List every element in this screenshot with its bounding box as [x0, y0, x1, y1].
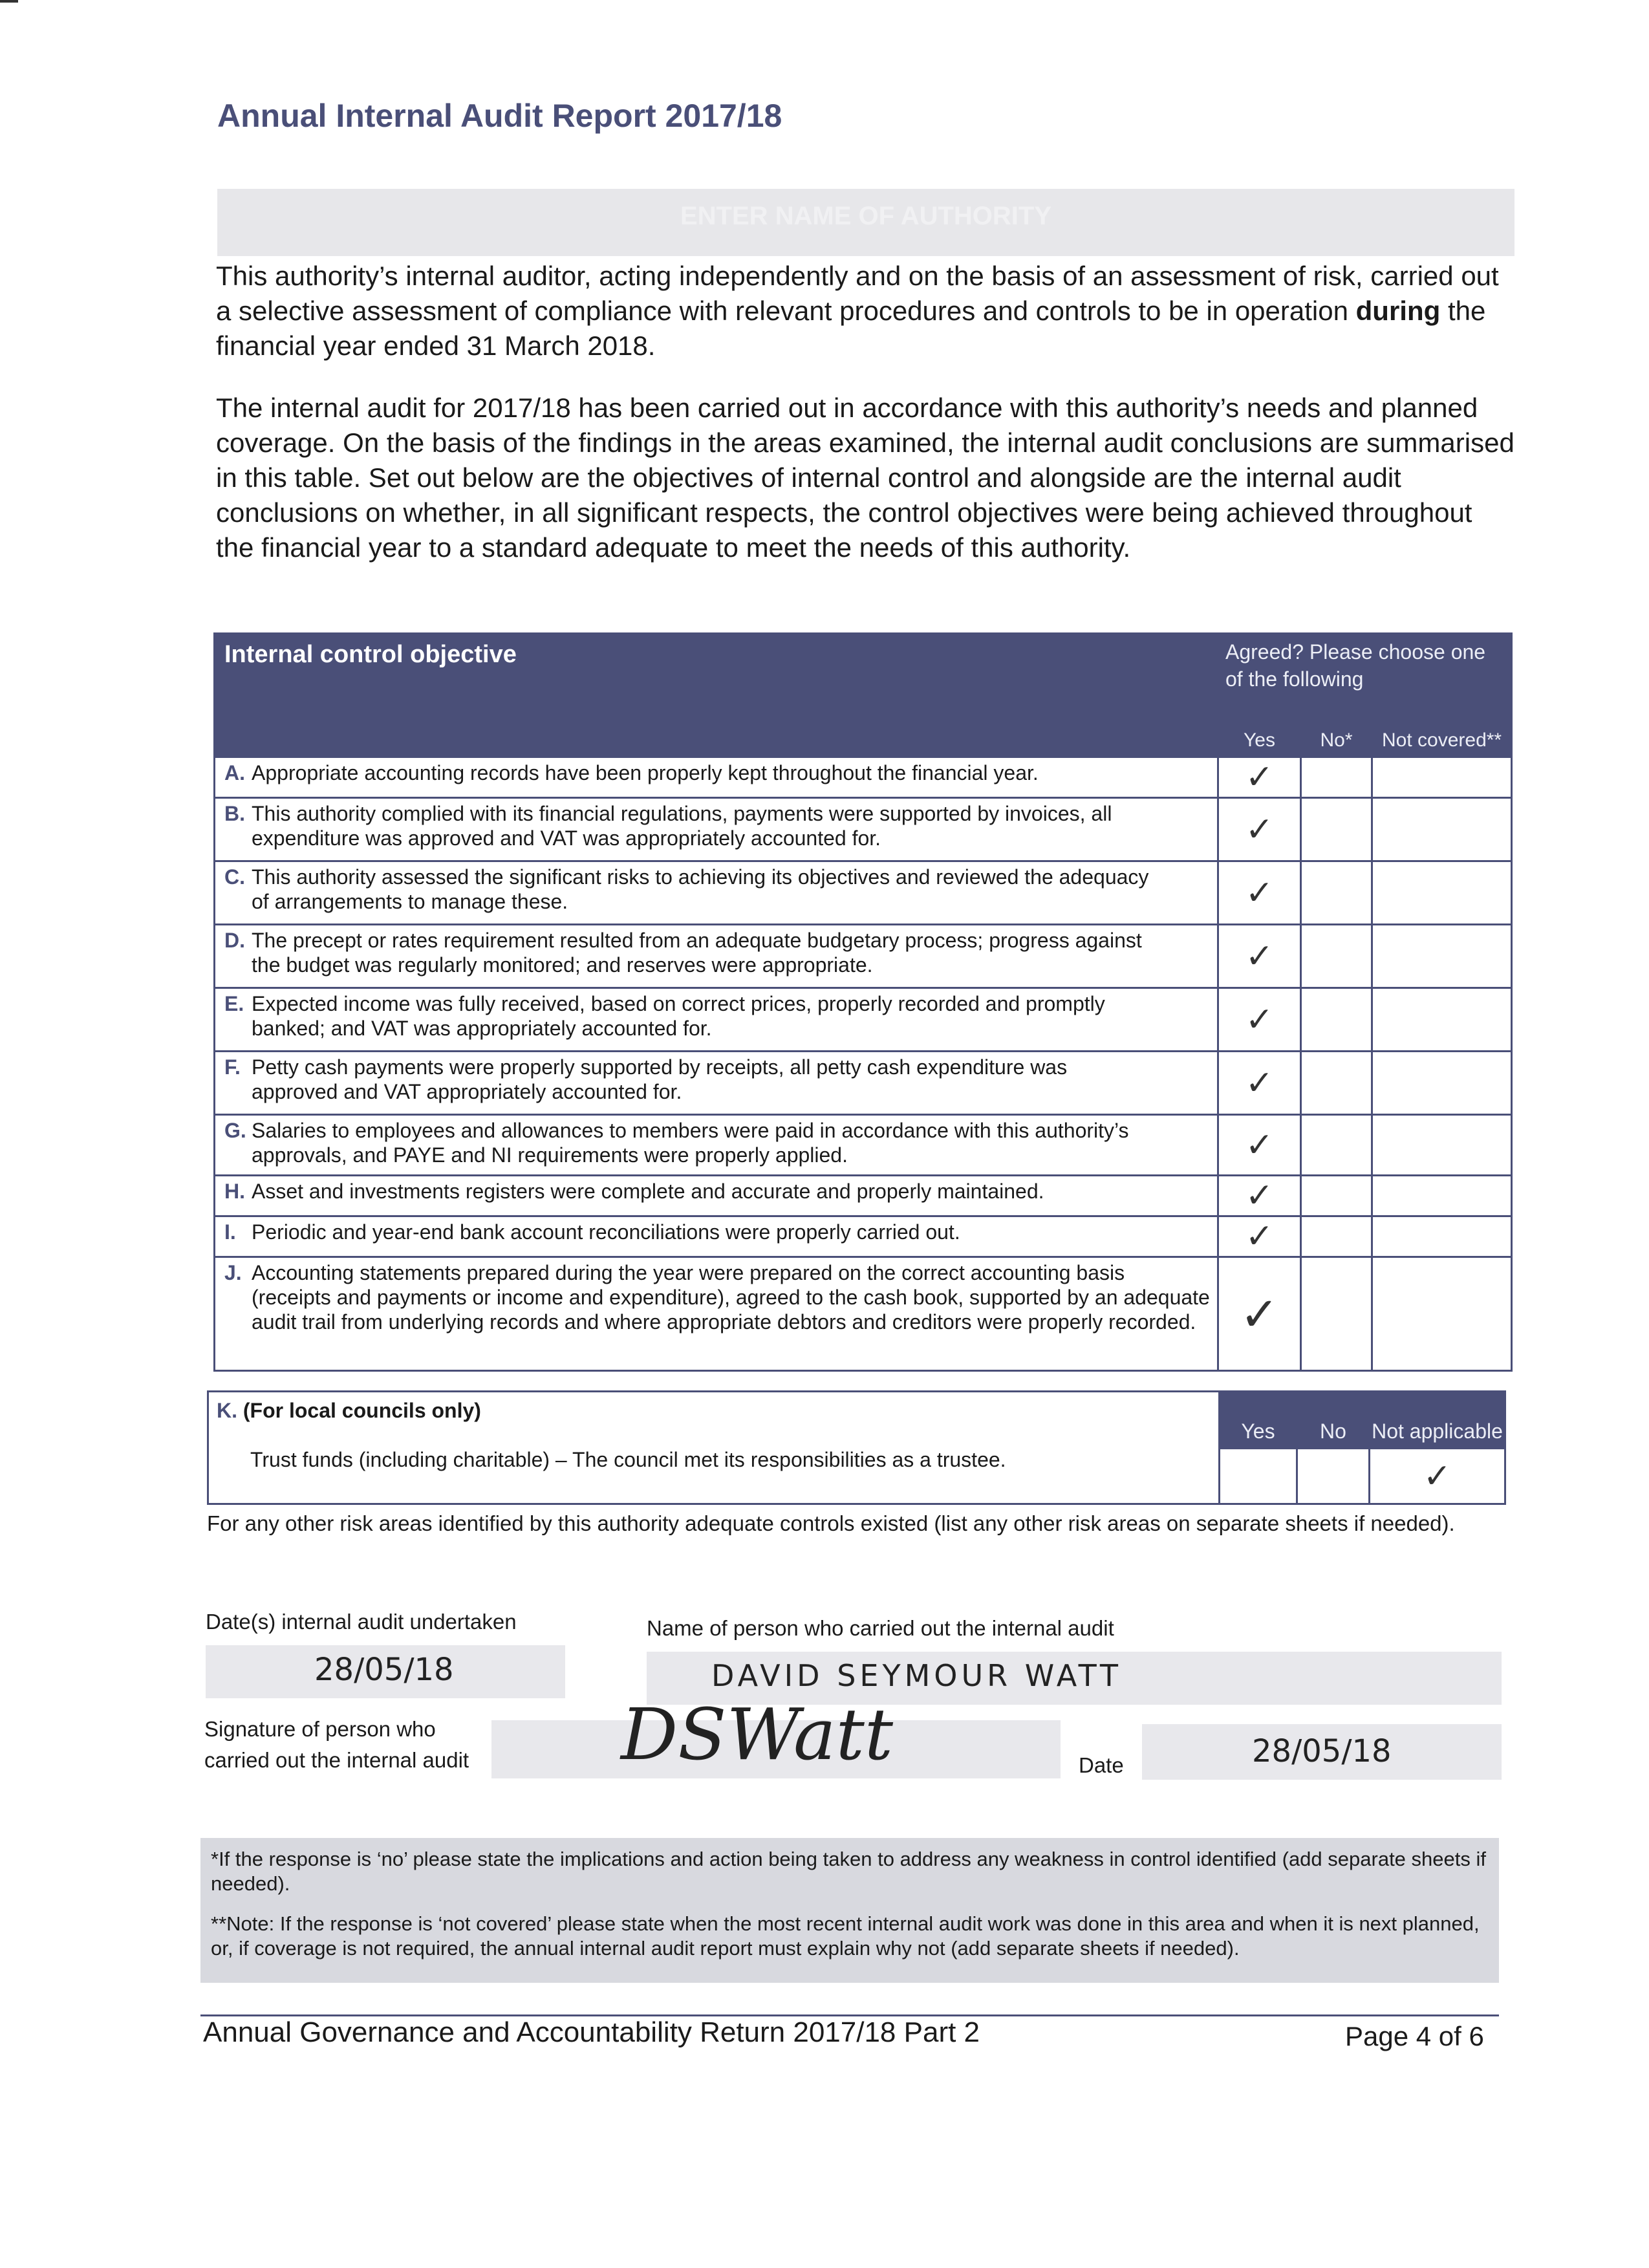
report-title: Annual Internal Audit Report 2017/18 — [217, 98, 782, 134]
tick-mark: ✓ — [1240, 1286, 1279, 1341]
tick-box-no-i[interactable] — [1301, 1216, 1372, 1257]
footnotes-box — [200, 1838, 1499, 1983]
tick-box-not-covered-c[interactable] — [1372, 861, 1512, 925]
tick-mark: ✓ — [1245, 810, 1274, 849]
intro-text-b: the financial year ended 31 March 2018. — [216, 296, 1486, 361]
objective-g — [215, 1115, 1218, 1176]
date-undertaken-value: 28/05/18 — [314, 1652, 454, 1688]
signature-label-line-2: carried out the internal audit — [204, 1748, 469, 1772]
scan-edge-mark — [0, 0, 18, 3]
tick-box-not-covered-e[interactable] — [1372, 988, 1512, 1052]
tick-box-yes-a[interactable] — [1218, 757, 1301, 798]
tick-mark: ✓ — [1245, 1063, 1274, 1103]
objective-letter: H. — [224, 1180, 245, 1203]
tick-box-yes-j[interactable] — [1218, 1257, 1301, 1371]
table-row — [215, 925, 1512, 988]
objective-text: Expected income was fully received, based on correct prices, properly recorded and promptly — [252, 992, 1105, 1015]
trust-funds-heading — [217, 1398, 1211, 1423]
authority-name-field[interactable] — [217, 189, 1514, 256]
tick-box-no-j[interactable] — [1301, 1257, 1372, 1371]
objective-h — [215, 1176, 1218, 1216]
table-row — [215, 798, 1512, 861]
objective-text: Appropriate accounting records have been properly kept throughout the financial year. — [252, 761, 1039, 784]
date-undertaken-field[interactable] — [206, 1645, 565, 1698]
objective-e — [215, 988, 1218, 1052]
objective-d — [215, 925, 1218, 988]
tick-box-yes-f[interactable] — [1218, 1052, 1301, 1115]
tick-box-not-covered-f[interactable] — [1372, 1052, 1512, 1115]
objective-letter: B. — [224, 802, 245, 825]
tick-box-no-h[interactable] — [1301, 1176, 1372, 1216]
objective-letter: E. — [224, 992, 244, 1015]
footer-page-number: Page 4 of 6 — [1345, 2021, 1484, 2051]
tick-box-no-e[interactable] — [1301, 988, 1372, 1052]
tick-mark: ✓ — [1423, 1456, 1452, 1496]
tick-box-not-covered-j[interactable] — [1372, 1257, 1512, 1371]
tick-box-yes-h[interactable] — [1218, 1176, 1301, 1216]
objective-text-cont: approved and VAT appropriately accounted for. — [252, 1080, 682, 1103]
tick-box-no-g[interactable] — [1301, 1115, 1372, 1176]
objective-b — [215, 798, 1218, 861]
objective-text: Accounting statements prepared during the year were prepared on the correct accounting basis — [252, 1261, 1125, 1284]
objective-text-cont: banked; and VAT was appropriately accounted for. — [252, 1017, 712, 1040]
header-internal-control-objective: Internal control objective — [215, 634, 1218, 757]
k-tick-box-yes[interactable] — [1220, 1449, 1297, 1504]
tick-mark: ✓ — [1245, 936, 1274, 976]
objective-text-cont: of arrangements to manage these. — [252, 890, 568, 913]
footnote-no: *If the response is ‘no’ please state the implications and action being taken to address any weakness in control identified (add separate sheets if needed). — [211, 1848, 1486, 1895]
tick-box-not-covered-h[interactable] — [1372, 1176, 1512, 1216]
tick-box-not-covered-b[interactable] — [1372, 798, 1512, 861]
authority-name-placeholder: ENTER NAME OF AUTHORITY — [680, 202, 1052, 230]
table-row — [215, 1257, 1512, 1371]
tick-box-yes-i[interactable] — [1218, 1216, 1301, 1257]
tick-box-yes-c[interactable] — [1218, 861, 1301, 925]
tick-box-not-covered-d[interactable] — [1372, 925, 1512, 988]
tick-box-yes-d[interactable] — [1218, 925, 1301, 988]
tick-box-no-c[interactable] — [1301, 861, 1372, 925]
objective-text: Periodic and year-end bank account reconciliations were properly carried out. — [252, 1220, 960, 1244]
objective-a — [215, 757, 1218, 798]
objective-letter: F. — [224, 1055, 241, 1079]
objective-text: Asset and investments registers were complete and accurate and properly maintained. — [252, 1180, 1044, 1203]
objective-text: The precept or rates requirement resulted from an adequate budgetary process; progress against — [252, 929, 1142, 952]
signature-date-label: Date — [1079, 1753, 1124, 1777]
table-row — [215, 988, 1512, 1052]
intro-paragraph-1 — [216, 259, 1516, 363]
tick-box-no-a[interactable] — [1301, 757, 1372, 798]
objective-letter: D. — [224, 929, 245, 952]
date-undertaken-label: Date(s) internal audit undertaken — [206, 1610, 517, 1634]
objective-text-cont: expenditure was approved and VAT was appropriately accounted for. — [252, 826, 881, 850]
signature-value: DSWatt — [621, 1693, 894, 1776]
header-yes: Yes — [1218, 694, 1301, 757]
other-risks-text: For any other risk areas identified by this authority adequate controls existed (list any other risk areas on separate sheets if needed). — [207, 1511, 1455, 1535]
k-tick-box-not-applicable[interactable] — [1370, 1449, 1505, 1504]
k-header-not-applicable: Not applicable — [1370, 1392, 1505, 1449]
tick-mark: ✓ — [1245, 1000, 1274, 1039]
header-agreed: Agreed? Please choose one of the following — [1218, 634, 1512, 694]
header-no: No* — [1301, 694, 1372, 757]
objective-text-cont: (receipts and payments or income and expenditure), agreed to the cash book, supported by an adequate audit trail from underlying records and where appropriate debtors and creditors were properly recorded. — [252, 1286, 1210, 1334]
table-row — [215, 1216, 1512, 1257]
tick-box-not-covered-g[interactable] — [1372, 1115, 1512, 1176]
auditor-name-value: DAVID SEYMOUR WATT — [711, 1658, 1122, 1693]
objective-letter: G. — [224, 1119, 246, 1142]
trust-funds-question — [208, 1392, 1220, 1504]
intro-text-bold: during — [1355, 296, 1441, 326]
table-row — [215, 861, 1512, 925]
internal-control-table — [213, 632, 1513, 1372]
tick-mark: ✓ — [1245, 1217, 1274, 1256]
objective-text: This authority complied with its financial regulations, payments were supported by invoices, all — [252, 802, 1112, 825]
objective-letter: J. — [224, 1261, 242, 1284]
tick-box-yes-b[interactable] — [1218, 798, 1301, 861]
tick-box-yes-e[interactable] — [1218, 988, 1301, 1052]
objective-letter: C. — [224, 865, 245, 889]
table-row — [215, 757, 1512, 798]
tick-mark: ✓ — [1245, 1125, 1274, 1165]
intro-paragraph-2: The internal audit for 2017/18 has been carried out in accordance with this authority’s needs and planned coverage. On the basis of the findings in the areas examined, the internal audit conclusions are summarised in this table. Set out below are the objectives of internal control and alongside are the internal audit conclusions on whether, in all significant respects, the control objectives were being achieved throughout the financial year to a standard adequate to meet the needs of this authority. — [216, 393, 1514, 563]
k-tick-box-no[interactable] — [1297, 1449, 1370, 1504]
trust-funds-text: Trust funds (including charitable) – The council met its responsibilities as a trustee. — [250, 1448, 1006, 1471]
footnote-not-covered: **Note: If the response is ‘not covered’ please state when the most recent internal audit work was done in this area and when it is next planned, or, if coverage is not required, the annual internal audit report must explain why not (add separate sheets if needed). — [211, 1912, 1480, 1960]
tick-box-no-b[interactable] — [1301, 798, 1372, 861]
objective-text: This authority assessed the significant risks to achieving its objectives and reviewed the adequacy — [252, 865, 1149, 889]
signature-date-value: 28/05/18 — [1252, 1733, 1392, 1769]
objective-text-cont: approvals, and PAYE and NI requirements were properly applied. — [252, 1143, 848, 1167]
table-row — [215, 1115, 1512, 1176]
signature-label-line-1: Signature of person who — [204, 1717, 436, 1741]
table-row — [215, 1052, 1512, 1115]
objective-letter: A. — [224, 761, 245, 784]
table-row — [215, 1176, 1512, 1216]
tick-mark: ✓ — [1245, 1176, 1274, 1215]
trust-funds-table — [207, 1390, 1506, 1505]
objective-letter: I. — [224, 1220, 236, 1244]
signature-date-field[interactable] — [1142, 1724, 1502, 1780]
k-header-no: No — [1297, 1392, 1370, 1449]
auditor-name-label: Name of person who carried out the internal audit — [647, 1616, 1114, 1640]
objective-i — [215, 1216, 1218, 1257]
objective-text: Petty cash payments were properly supported by receipts, all petty cash expenditure was — [252, 1055, 1068, 1079]
tick-mark: ✓ — [1245, 873, 1274, 913]
intro-text-a: This authority’s internal auditor, acting independently and on the basis of an assessment of risk, carried out a selective assessment of compliance with relevant procedures and controls to be in operation — [216, 261, 1499, 326]
objective-c — [215, 861, 1218, 925]
footer-document-title: Annual Governance and Accountability Return 2017/18 Part 2 — [203, 2016, 980, 2048]
tick-mark: ✓ — [1245, 758, 1274, 797]
tick-box-no-d[interactable] — [1301, 925, 1372, 988]
objective-text: Salaries to employees and allowances to members were paid in accordance with this authority’s — [252, 1119, 1129, 1142]
k-header-yes: Yes — [1220, 1392, 1297, 1449]
tick-box-not-covered-i[interactable] — [1372, 1216, 1512, 1257]
objective-f — [215, 1052, 1218, 1115]
k-letter: K. — [217, 1399, 237, 1422]
k-heading: (For local councils only) — [242, 1399, 481, 1422]
header-not-covered: Not covered** — [1372, 694, 1512, 757]
tick-box-yes-g[interactable] — [1218, 1115, 1301, 1176]
objective-j — [215, 1257, 1218, 1371]
tick-box-not-covered-a[interactable] — [1372, 757, 1512, 798]
objective-text-cont: the budget was regularly monitored; and reserves were appropriate. — [252, 953, 873, 977]
tick-box-no-f[interactable] — [1301, 1052, 1372, 1115]
